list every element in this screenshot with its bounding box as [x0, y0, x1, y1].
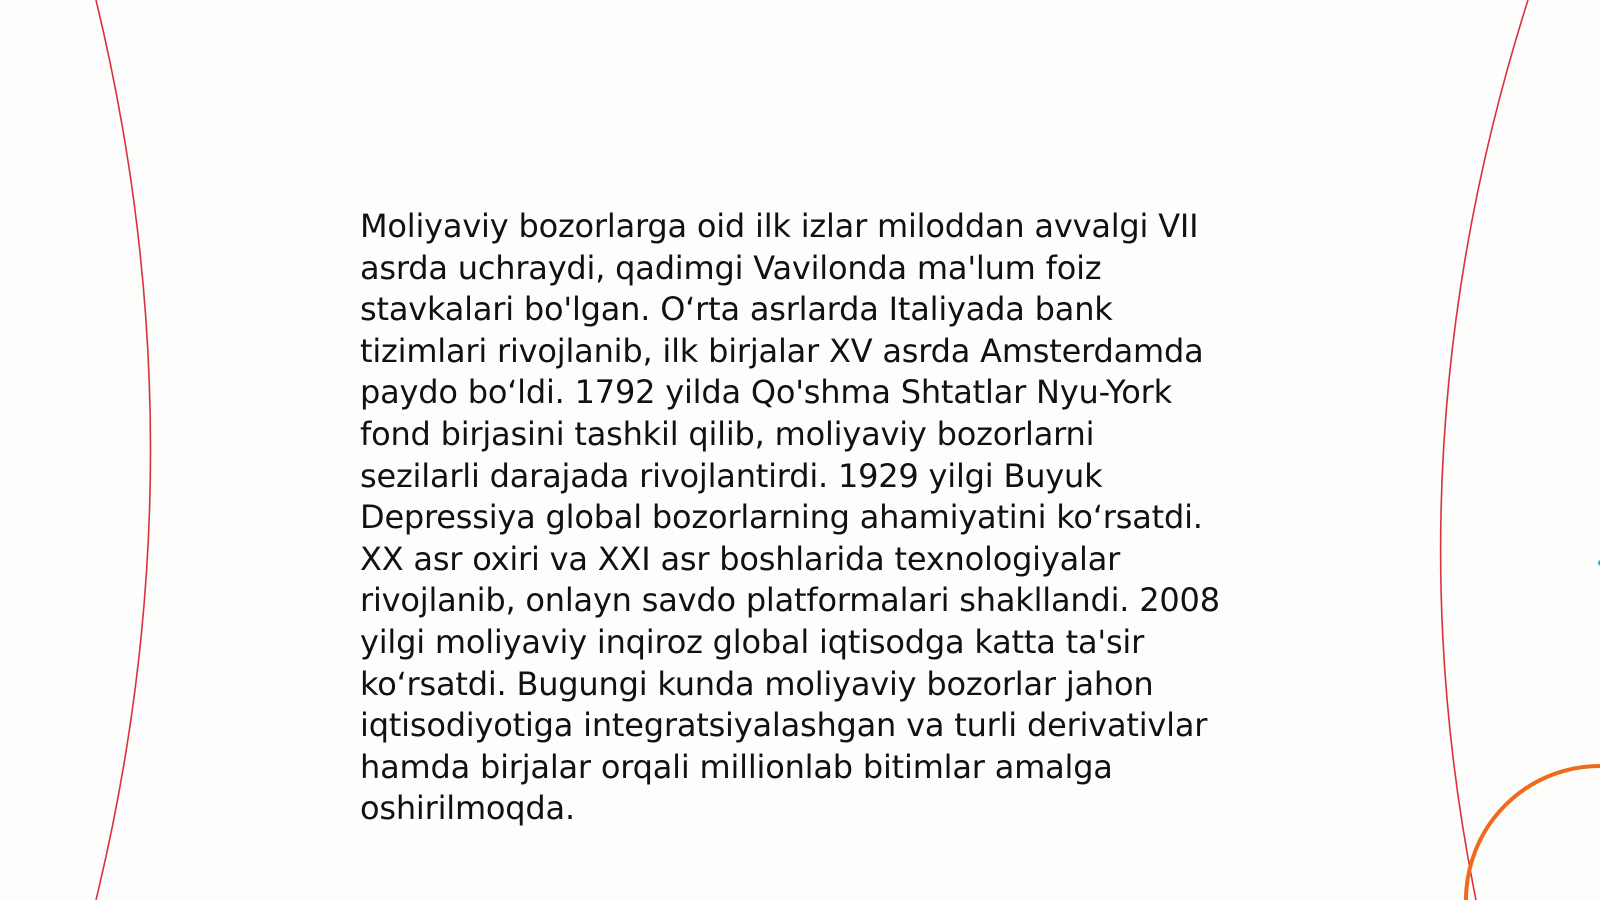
paragraph-line: asrda uchraydi, qadimgi Vavilonda ma'lum foiz — [360, 248, 1102, 287]
paragraph-line: stavkalari bo'lgan. O‘rta asrlarda Italiyada bank — [360, 290, 1113, 329]
paragraph-line: sezilarli darajada rivojlantirdi. 1929 yilgi Buyuk — [360, 456, 1103, 495]
paragraph-line: tizimlari rivojlanib, ilk birjalar XV asrda Amsterdamda — [360, 331, 1204, 370]
paragraph-line: oshirilmoqda. — [360, 789, 575, 828]
paragraph-line: iqtisodiyotiga integratsiyalashgan va turli derivativlar — [360, 706, 1208, 745]
left-curve-line — [96, 0, 151, 900]
paragraph-line: fond birjasini tashkil qilib, moliyaviy bozorlarni — [360, 414, 1095, 453]
orange-arc-circle — [1466, 766, 1600, 900]
paragraph-line: Depressiya global bozorlarning ahamiyatini ko‘rsatdi. — [360, 498, 1203, 537]
paragraph-line: Moliyaviy bozorlarga oid ilk izlar miloddan avvalgi VII — [360, 207, 1199, 245]
paragraph-line: XX asr oxiri va XXI asr boshlarida texnologiyalar — [360, 539, 1121, 578]
body-paragraph — [360, 206, 1260, 830]
paragraph-line: rivojlanib, onlayn savdo platformalari shakllandi. 2008 — [360, 581, 1220, 620]
paragraph-line: yilgi moliyaviy inqiroz global iqtisodga katta ta'sir — [360, 622, 1145, 661]
paragraph-line: ko‘rsatdi. Bugungi kunda moliyaviy bozorlar jahon — [360, 664, 1154, 703]
paragraph-line: paydo bo‘ldi. 1792 yilda Qo'shma Shtatlar Nyu-York — [360, 373, 1172, 412]
right-curve-line — [1441, 0, 1528, 900]
paragraph-line: hamda birjalar orqali millionlab bitimlar amalga — [360, 747, 1113, 786]
